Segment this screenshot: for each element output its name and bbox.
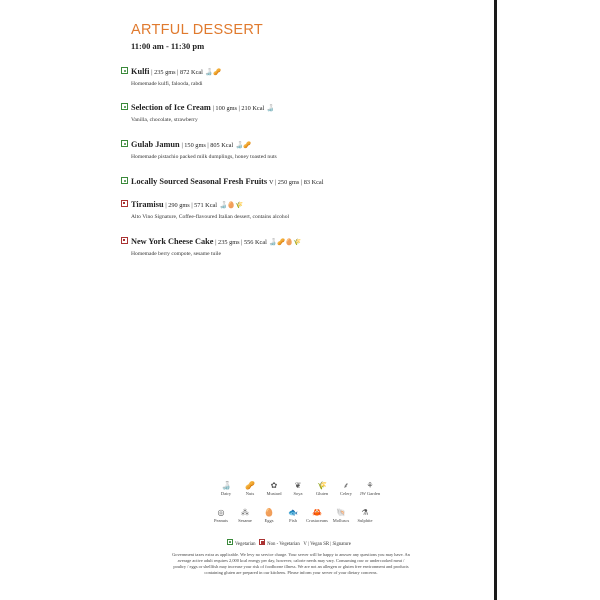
non-veg-mark-icon — [259, 539, 265, 545]
item-name: Kulfi — [131, 67, 150, 76]
item-meta: | 100 gms | 210 Kcal — [212, 105, 265, 112]
sulphite-icon: ⚗ Sulphite — [357, 508, 373, 523]
allergen-icons: 🍶🥚🌾 — [219, 202, 244, 209]
allergen-icons: 🍶🥜 — [235, 142, 252, 149]
key-veg: Vegetarian — [235, 542, 256, 547]
page-edge — [494, 0, 497, 600]
allergen-legend-row-2 — [209, 507, 377, 523]
item-meta: | 150 gms | 805 Kcal — [181, 142, 234, 149]
nuts-icon: 🥜 Nuts — [245, 481, 255, 496]
menu-item — [121, 199, 481, 222]
menu-item — [121, 102, 481, 125]
item-description: Alto Vino Signature, Coffee-flavoured Italian dessert, contains alcohol — [131, 214, 290, 220]
non-veg-mark-icon — [121, 200, 128, 207]
item-name: Locally Sourced Seasonal Fresh Fruits — [131, 177, 268, 186]
service-hours: 11:00 am - 11:30 pm — [131, 41, 205, 51]
item-name: Tiramisu — [131, 200, 164, 209]
menu-item — [121, 139, 481, 162]
item-name: New York Cheese Cake — [131, 237, 214, 246]
gluten-icon: 🌾 Gluten — [315, 481, 329, 496]
allergen-icons: 🍶🥜🥚🌾 — [268, 239, 302, 246]
veg-mark-icon — [121, 140, 128, 147]
item-description: Homemade pistachio packed milk dumplings, honey toasted nuts — [131, 154, 277, 160]
item-description: Vanilla, chocolate, strawberry — [131, 117, 198, 123]
menu-item — [121, 66, 481, 89]
menu-item — [121, 176, 481, 188]
jw-garden-icon: ⚘ JW Garden — [359, 481, 381, 496]
eggs-icon: 🥚 Eggs — [264, 508, 274, 523]
item-name: Selection of Ice Cream — [131, 103, 211, 112]
allergen-icons: 🍶🥜 — [204, 69, 222, 76]
fish-icon: 🐟 Fish — [288, 508, 298, 523]
veg-mark-icon — [227, 539, 233, 545]
veg-mark-icon — [121, 103, 128, 110]
soya-icon: ❦ Soya — [293, 481, 303, 496]
celery-icon: ⸙ Celery — [340, 481, 352, 496]
sesame-icon: ⁂ Sesame — [238, 508, 252, 523]
section-title: ARTFUL DESSERT — [131, 22, 264, 38]
non-veg-mark-icon — [121, 237, 128, 244]
item-meta: V | 250 gms | 83 Kcal — [268, 179, 324, 186]
item-description: Homemade berry compote, sesame tuile — [131, 251, 221, 257]
item-meta: | 235 gms | 872 Kcal — [151, 69, 203, 76]
veg-mark-icon — [121, 67, 128, 74]
menu-item — [121, 236, 481, 259]
fine-print: Government taxes extra as applicable. We levy no service charge. Your server will be happy to answer any questions you may have. An average active adult requires 2,000 kcal energy per day, however, calorie needs may vary. Consuming raw or undercooked meat / poultry / eggs or shellfish may increase your risk of foodborne illness. We are not an allergen or gluten free environment and products containing gluten are prepared in our kitchens. Please inform your server of your dietary concerns. — [172, 552, 410, 575]
molluscs-icon: 🐚 Molluscs — [332, 508, 350, 523]
allergen-legend-row-1 — [214, 480, 382, 496]
item-name: Gulab Jamun — [131, 140, 180, 149]
mustard-icon: ✿ Mustard — [266, 481, 282, 496]
diet-key — [227, 539, 351, 547]
veg-mark-icon — [121, 177, 128, 184]
key-nonveg: Non - Vegetarian — [267, 542, 300, 547]
dairy-icon: 🍶 Dairy — [220, 481, 232, 496]
key-other: V | Vegan SR | Signature — [303, 542, 351, 547]
item-meta: | 290 gms | 571 Kcal — [165, 202, 218, 209]
item-description: Homemade kulfi, falooda, rabdi — [131, 81, 203, 87]
peanuts-icon: ◎ Peanuts — [214, 508, 228, 523]
item-meta: | 235 gms | 556 Kcal — [215, 239, 267, 246]
allergen-icons: 🍶 — [266, 105, 275, 112]
crustaceans-icon: 🦀 Crustaceans — [306, 508, 328, 523]
